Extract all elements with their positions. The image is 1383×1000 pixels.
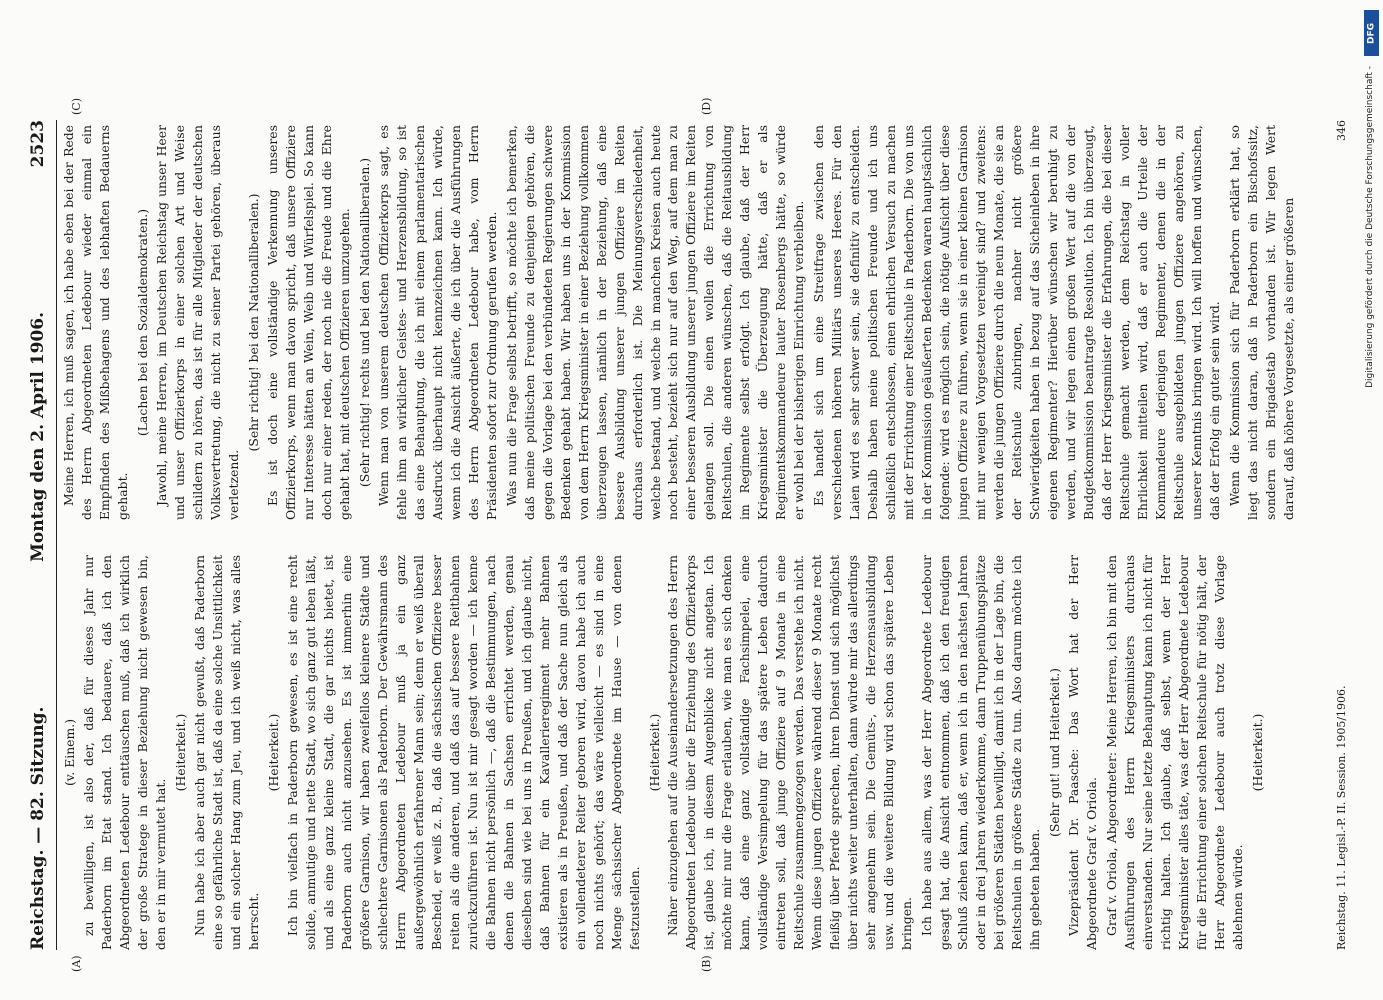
interjection-text: (Sehr richtig! bei den Nationalliberalen.) [245,193,261,452]
margin-mark-b: (B) [700,955,713,972]
paragraph-text: zu bewilligen, ist also der, daß für dieses Jahr nur Paderborn im Etat stand. Ich bedauere, daß ich den Abgeordneten Ledebour enttäuschen muß, daß ich wirklich der große Stratege in dieser Beziehung nicht gewesen bin, den er in mir vermutet hat. [80,555,168,950]
page-footer [1335,120,1348,950]
interjection-text: (Heiterkeit.) [172,713,188,792]
interjection-text: (Lachen bei den Sozialdemokraten.) [134,208,150,437]
interjection-text: (Sehr gut! und Heiterkeit.) [1047,667,1063,838]
header-session: Reichstag. — 82. Sitzung. [28,706,48,950]
dfg-logo: DFG [1364,10,1379,56]
paragraph-text: Näher einzugehen auf die Auseinandersetzungen des Herrn Abgeordneten Ledebour über die Erziehung des Offizierkorps ist, glaube ich, in diesem Augenblicke nicht angetan. Ich möchte mir nur die Frage erlauben, wie man es sich denken kann, daß eine ganz vollständige Fachsimpelei, eine vollständige Versimpelung für das spätere Leben dadurch eintreten soll, daß junge Offiziere auf 9 Monate in eine Reitschule zusammengezogen werden. Das verstehe ich nicht. Wenn diese jungen Offiziere während dieser 9 Monate recht fleißig über Pferde sprechen, ihren Dienst und sich möglichst über nichts weiter unterhalten, dann würde mir das allerdings sehr angenehm sein. Die Gemüts-, die Herzensausbildung usw. und die weitere Bildung wird schon das spätere Leben bringen. [665,555,915,950]
interjection-text: (Heiterkeit.) [265,713,281,792]
paragraph-text: Es ist doch eine vollständige Verkennung unseres Offizierkorps, wenn man davon spricht, daß unsere Offiziere nur Interesse hätten an Wein, Weib und Würfelspiel. So kann doch nur einer reden, der noch nie die Freude und die Ehre gehabt hat, mit deutschen Offizieren umzugehen. [264,125,352,520]
speaker-reference: (v. Einem.) [62,718,77,787]
paragraph-text: Wenn man von unserem deutschen Offizierkorps sagt, es fehle ihm an wirklicher Geistes- und Herzensbildung, so ist das eine Behauptung, die ich mit einem parlamentarischen Ausdruck überhaupt nicht kennzeichnen kann. Ich würde, wenn ich die Ansicht äußerte, die ich über die Ausführungen des Herrn Abgeordneten Ledebour habe, vom Herrn Präsidenten sofort zur Ordnung gerufen werden. [375,125,499,520]
paragraph-text: Wenn die Kommission sich für Paderborn erklärt hat, so liegt das nicht daran, daß in Paderborn ein Bischofssitz, sondern ein Brigadestab vorhanden ist. Wir legen Wert darauf, daß höhere Vorgesetzte, als einer größeren [1227,125,1296,520]
digitization-sidebar [1362,6,1382,996]
margin-mark-a: (A) [70,955,83,972]
paragraph-text: Graf v. Oriola, Abgeordneter: Meine Herren, ich bin mit den Ausführungen des Herrn Kriegsministers durchaus einverstanden. Nur seine letzte Behauptung kann ich nicht für richtig halten. Ich glaube, daß selbst, wenn der Herr Kriegsminister alles täte, was der Herr Abgeordnete Ledebour für die Errichtung einer solchen Reitschule für nötig hält, der Herr Abgeordnete Ledebour auch trotz diese Vorlage ablehnen würde. [1104,555,1245,950]
header-page-number: 2523 [28,120,48,168]
paragraph-text: Es handelt sich um eine Streitfrage zwischen den verschiedenen höheren Militärs unseres Heeres. Für den Laien wird es sehr schwer sein, sie definitiv zu entscheiden. Deshalb haben meine politischen Freunde und ich uns schließlich entschlossen, einen ehrlichen Versuch zu machen mit der Errichtung einer Reitschule in Paderborn. Die von uns in der Kommission geäußerten Bedenken waren hauptsächlich folgende: wird es möglich sein, die nötige Aufsicht über diese jungen Offiziere zu führen, wenn sie in einer kleinen Garnison mit nur wenigen Vorgesetzten vereinigt sind? und zweitens: werden die jungen Offiziere durch die neun Monate, die sie an der Reitschule zubringen, nachher nicht größere Schwierigkeiten haben in bezug auf das Sicheinleben in ihre eigenen Regimenter? Hierüber wünschen wir beruhigt zu werden, und wir legen einen großen Wert auf die von der Budgetkommission beantragte Resolution. Ich bin überzeugt, daß der Herr Kriegsminister die Erfahrungen, die bei dieser Reitschule gemacht werden, dem Reichstag in voller Ehrlichkeit mitteilen wird, daß er auch die Urteile der Kommandeure derjenigen Regimenter, denen die in der Reitschule ausgebildeten jungen Offiziere angehören, zu unserer Kenntnis bringen wird. Ich will hoffen und wünschen, daß der Erfolg ein guter sein wird. [811,125,1223,520]
interjection-text: (Heiterkeit.) [646,713,662,792]
margin-mark-d: (D) [700,97,713,115]
digitization-credit: Digitalisierung gefördert durch die Deutsche Forschungsgemeinschaft - [1365,66,1375,388]
paragraph-text: Nun habe ich aber auch gar nicht gewußt, daß Paderborn eine so gefährliche Stadt ist, daß da eine solche Unsittlichkeit und ein solcher Hang zum Jeu, und ich weiß nicht, was alles herrscht. [191,555,261,950]
header-date: Montag den 2. April 1906. [28,311,48,562]
margin-mark-c: (C) [70,98,83,115]
footer-sheet-number: 346 [1335,120,1348,141]
left-text-column [60,555,1330,950]
paragraph-text: Ich bin vielfach in Paderborn gewesen, es ist eine recht solide, anmutige und nette Stadt, wo sich ganz gut leben läßt, und als eine ganz kleine Stadt, die gar nichts bietet, ist Paderborn auch nicht anzusehen. Es ist immerhin eine größere Garnison, wir haben zweifellos kleinere Städte und schlechtere Garnisonen als Paderborn. Der Gewährsmann des Herrn Abgeordneten Ledebour muß ja ein ganz außergewöhnlich erfahrener Mann sein; denn er weiß überall Bescheid, er weiß z. B., daß die sächsischen Offiziere besser reiten als die anderen, und daß das auf bessere Reitbahnen zurückzuführen ist. Nun ist mir gesagt worden — ich kenne die Bahnen nicht persönlich —, daß die Bestimmungen, nach denen die Bahnen in Sachsen errichtet werden, genau dieselben sind wie bei uns in Preußen, und ich glaube nicht, daß Bahnen für ein Kavallerieregiment mehr Bahnen existieren als in Preußen, und daß der Sache nun gleich als ein vollendeterer Reiter geboren wird, davon habe ich auch noch nichts gehört; das wäre vielleicht — es sind in eine Menge sächsischer Abgeordnete im Hause — von denen festzustellen. [284,555,642,950]
paragraph-text: Jawohl, meine Herren, im Deutschen Reichstag unser Heer und unser Offizierkorps in einer solchen Art und Weise schildern zu hören, das ist für alle Mitglieder der deutschen Volksvertretung, die nicht zu seiner Partei gehören, überaus verletzend. [153,125,241,520]
paragraph-text: Ich habe aus allem, was der Herr Abgeordnete Ledebour gesagt hat, die Ansicht entnommen, daß ich den freudigen Schluß ziehen kann, daß er, wenn ich in den nächsten Jahren oder in drei Jahren wiederkomme, dann Truppenübungsplätze bei größeren Städten bewilligt, damit ich in der Lage bin, die Reitschulen in größere Städte zu tun. Also darum möchte ich ihn gebeten haben. [919,555,1043,950]
paragraph-text: Vizepräsident Dr. Paasche: Das Wort hat der Herr Abgeordnete Graf v. Oriola. [1066,555,1100,950]
page-header [20,120,57,950]
paragraph-text: Meine Herren, ich muß sagen, ich habe eben bei der Rede des Herrn Abgeordneten Ledebour wieder einmal ein Empfinden des Mißbehagens und des lebhaften Bedauerns gehabt. [61,125,130,520]
interjection-text: (Heiterkeit.) [1249,713,1265,792]
rotated-newspaper-page [10,90,1350,990]
right-text-column [60,125,1330,520]
footer-legislature: Reichstag. 11. Legisl.-P. II. Session. 1905/1906. [1335,685,1348,950]
paragraph-text: Was nun die Frage selbst betrifft, so möchte ich bemerken, daß meine politischen Freunde zu denjenigen gehören, die gegen die Vorlage bei den verbündeten Regierungen schwere Bedenken gehabt haben. Wir haben uns in der Kommission von dem Herrn Kriegsminister in einer Beziehung vollkommen überzeugen lassen, nämlich in der Beziehung, daß eine bessere Ausbildung unserer jungen Offiziere im Reiten durchaus erforderlich ist. Die Meinungsverschiedenheit, welche bestand, und welche in manchen Kreisen auch heute noch besteht, bezieht sich nur auf den Weg, auf dem man zu einer besseren Ausbildung unserer jungen Offiziere im Reiten gelangen soll. Die einen wollen die Errichtung von Reitschulen, die anderen wünschen, daß die Reitausbildung im Regimente selbst erfolgt. Ich glaube, daß der Herr Kriegsminister die Überzeugung hätte, daß er als Regimentskommandeure lauter Rosenbergs hätte, so würde er wohl bei der bisherigen Einrichtung verbleiben. [503,125,807,520]
interjection-text: (Sehr richtig! rechts und bei den Nationalliberalen.) [356,157,372,488]
